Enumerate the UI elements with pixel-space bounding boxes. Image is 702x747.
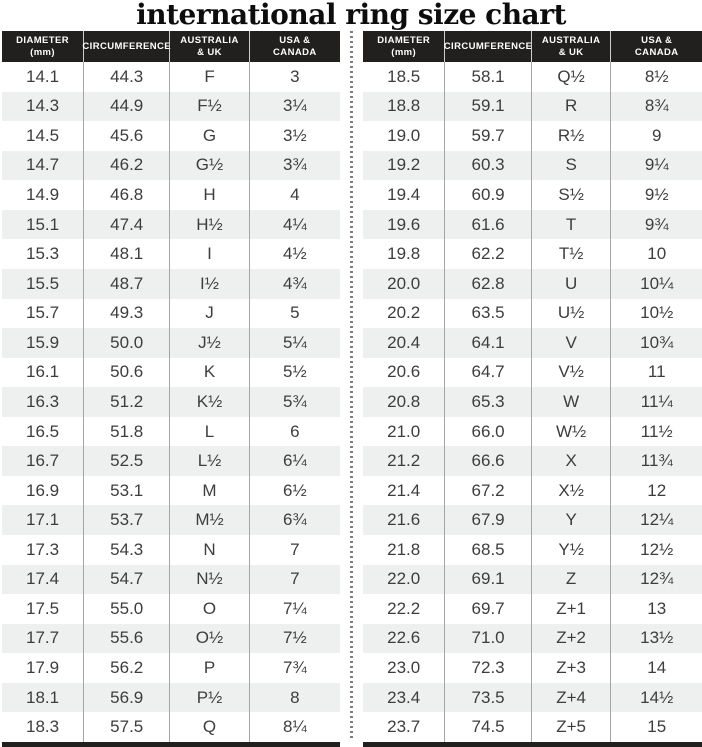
table-row bbox=[2, 328, 340, 358]
table-cell: 20.6 bbox=[387, 362, 421, 382]
table-cell: U½ bbox=[531, 299, 611, 329]
table-cell: 58.1 bbox=[444, 62, 530, 92]
table-cell: K½ bbox=[169, 387, 248, 417]
table-cell: 47.4 bbox=[83, 210, 169, 240]
table-row bbox=[363, 92, 702, 122]
table-cell: 55.6 bbox=[83, 624, 169, 654]
table-cell: 10 bbox=[610, 239, 702, 269]
table-cell: 44.9 bbox=[83, 92, 169, 122]
table-row bbox=[363, 653, 702, 683]
table-cell: 5½ bbox=[249, 358, 340, 388]
table-cell: 7 bbox=[249, 535, 340, 565]
table-cell: 8¾ bbox=[610, 92, 702, 122]
table-cell: 18.1 bbox=[26, 687, 60, 707]
table-cell: 54.7 bbox=[83, 565, 169, 595]
table-row bbox=[363, 151, 702, 181]
table-cell: W bbox=[531, 387, 611, 417]
column-header-diameter-mm: DIAMETER (mm) bbox=[377, 34, 431, 58]
table-row bbox=[2, 121, 340, 151]
table-cell: Z+1 bbox=[531, 594, 611, 624]
table-cell: 11¾ bbox=[610, 446, 702, 476]
table-cell: 11 bbox=[610, 358, 702, 388]
table-cell: 11½ bbox=[610, 417, 702, 447]
table-cell: G½ bbox=[169, 151, 248, 181]
table-cell: 7¾ bbox=[249, 653, 340, 683]
table-row bbox=[363, 180, 702, 210]
table-cell: Z+4 bbox=[531, 683, 611, 713]
table-cell: 67.9 bbox=[444, 505, 530, 535]
table-cell: X½ bbox=[531, 476, 611, 506]
table-cell: 67.2 bbox=[444, 476, 530, 506]
table-cell: 46.2 bbox=[83, 151, 169, 181]
table-cell: 10¾ bbox=[610, 328, 702, 358]
table-cell: 17.3 bbox=[26, 539, 60, 559]
table-row bbox=[363, 446, 702, 476]
table-row bbox=[363, 210, 702, 240]
table-cell: V½ bbox=[531, 358, 611, 388]
table-row bbox=[2, 594, 340, 624]
column-header-circumference: CIRCUMFERENCE bbox=[83, 31, 169, 62]
table-cell: 10¼ bbox=[610, 269, 702, 299]
table-row bbox=[363, 62, 702, 92]
table-cell: 7¼ bbox=[249, 594, 340, 624]
table-body-left bbox=[2, 62, 340, 742]
table-row bbox=[2, 269, 340, 299]
table-cell: 48.1 bbox=[83, 239, 169, 269]
table-row bbox=[363, 535, 702, 565]
table-row bbox=[2, 565, 340, 595]
table-cell: 4¼ bbox=[249, 210, 340, 240]
table-cell: O bbox=[169, 594, 248, 624]
table-divider-gap bbox=[340, 31, 363, 747]
table-cell: 59.1 bbox=[444, 92, 530, 122]
table-cell: Z+3 bbox=[531, 653, 611, 683]
table-cell: 50.0 bbox=[83, 328, 169, 358]
table-cell: R½ bbox=[531, 121, 611, 151]
table-cell: 4¾ bbox=[249, 269, 340, 299]
table-cell: O½ bbox=[169, 624, 248, 654]
table-cell: N bbox=[169, 535, 248, 565]
table-cell: 8¼ bbox=[249, 712, 340, 742]
table-cell: 15.1 bbox=[26, 214, 60, 234]
table-cell: 12½ bbox=[610, 535, 702, 565]
table-row bbox=[363, 328, 702, 358]
table-cell: 49.3 bbox=[83, 299, 169, 329]
table-row bbox=[363, 417, 702, 447]
table-cell: 3¼ bbox=[249, 92, 340, 122]
table-cell: 21.0 bbox=[387, 421, 421, 441]
table-cell: 22.6 bbox=[387, 628, 421, 648]
table-cell: 5¼ bbox=[249, 328, 340, 358]
table-cell: 68.5 bbox=[444, 535, 530, 565]
table-cell: 57.5 bbox=[83, 712, 169, 742]
table-row bbox=[2, 535, 340, 565]
table-cell: 56.9 bbox=[83, 683, 169, 713]
table-cell: Z+5 bbox=[531, 712, 611, 742]
table-cell: 4½ bbox=[249, 239, 340, 269]
column-header-usa-canada: USA & CANADA bbox=[249, 31, 340, 62]
table-cell: 62.2 bbox=[444, 239, 530, 269]
tables-container bbox=[0, 31, 702, 747]
table-row bbox=[2, 62, 340, 92]
table-cell: 15.5 bbox=[26, 273, 60, 293]
table-cell: W½ bbox=[531, 417, 611, 447]
table-cell: 20.8 bbox=[387, 391, 421, 411]
table-cell: 4 bbox=[249, 180, 340, 210]
table-cell: 53.7 bbox=[83, 505, 169, 535]
table-cell: 22.0 bbox=[387, 569, 421, 589]
table-cell: 7½ bbox=[249, 624, 340, 654]
table-cell: Z+2 bbox=[531, 624, 611, 654]
table-cell: 23.0 bbox=[387, 658, 421, 678]
table-row bbox=[2, 151, 340, 181]
table-header-row-right bbox=[363, 31, 702, 62]
table-bottom-bar-left bbox=[2, 742, 340, 747]
table-cell: 12¼ bbox=[610, 505, 702, 535]
table-cell: 15.9 bbox=[26, 332, 60, 352]
table-cell: 66.0 bbox=[444, 417, 530, 447]
table-cell: T bbox=[531, 210, 611, 240]
table-cell: 3¾ bbox=[249, 151, 340, 181]
table-cell: S bbox=[531, 151, 611, 181]
table-cell: 10½ bbox=[610, 299, 702, 329]
table-cell: X bbox=[531, 446, 611, 476]
table-cell: 60.3 bbox=[444, 151, 530, 181]
table-cell: 56.2 bbox=[83, 653, 169, 683]
table-row bbox=[363, 239, 702, 269]
table-cell: 72.3 bbox=[444, 653, 530, 683]
table-row bbox=[363, 683, 702, 713]
table-cell: I½ bbox=[169, 269, 248, 299]
table-cell: 69.7 bbox=[444, 594, 530, 624]
table-cell: 14.9 bbox=[26, 185, 60, 205]
table-cell: 74.5 bbox=[444, 712, 530, 742]
table-cell: 18.5 bbox=[387, 66, 421, 86]
table-cell: 44.3 bbox=[83, 62, 169, 92]
table-cell: 65.3 bbox=[444, 387, 530, 417]
table-row bbox=[2, 92, 340, 122]
table-cell: 14.5 bbox=[26, 125, 60, 145]
table-cell: 21.6 bbox=[387, 510, 421, 530]
table-row bbox=[363, 358, 702, 388]
ring-size-table-left bbox=[2, 31, 340, 747]
table-body-right bbox=[363, 62, 702, 742]
table-cell: I bbox=[169, 239, 248, 269]
table-cell: H bbox=[169, 180, 248, 210]
table-cell: G bbox=[169, 121, 248, 151]
table-cell: 23.7 bbox=[387, 717, 421, 737]
table-cell: 64.1 bbox=[444, 328, 530, 358]
table-cell: 7 bbox=[249, 565, 340, 595]
table-row bbox=[2, 210, 340, 240]
table-cell: L½ bbox=[169, 446, 248, 476]
table-cell: 71.0 bbox=[444, 624, 530, 654]
table-cell: 60.9 bbox=[444, 180, 530, 210]
table-cell: 6½ bbox=[249, 476, 340, 506]
table-cell: 22.2 bbox=[387, 598, 421, 618]
column-header-australia-uk: AUSTRALIA & UK bbox=[169, 31, 248, 62]
table-cell: 19.4 bbox=[387, 185, 421, 205]
table-cell: 8½ bbox=[610, 62, 702, 92]
table-cell: 16.9 bbox=[26, 480, 60, 500]
table-cell: 64.7 bbox=[444, 358, 530, 388]
table-cell: 19.6 bbox=[387, 214, 421, 234]
table-cell: J½ bbox=[169, 328, 248, 358]
table-cell: 46.8 bbox=[83, 180, 169, 210]
table-row bbox=[363, 269, 702, 299]
table-cell: 5 bbox=[249, 299, 340, 329]
table-cell: 51.2 bbox=[83, 387, 169, 417]
table-row bbox=[2, 446, 340, 476]
table-cell: 63.5 bbox=[444, 299, 530, 329]
table-cell: 20.2 bbox=[387, 303, 421, 323]
table-cell: 17.1 bbox=[26, 510, 60, 530]
table-cell: 14 bbox=[610, 653, 702, 683]
table-cell: M½ bbox=[169, 505, 248, 535]
table-cell: 48.7 bbox=[83, 269, 169, 299]
table-row bbox=[2, 505, 340, 535]
table-row bbox=[2, 624, 340, 654]
ring-size-table-right bbox=[363, 31, 702, 747]
table-cell: 16.3 bbox=[26, 391, 60, 411]
table-row bbox=[2, 387, 340, 417]
column-header-circumference: CIRCUMFERENCE bbox=[444, 31, 530, 62]
table-row bbox=[2, 683, 340, 713]
table-cell: 13 bbox=[610, 594, 702, 624]
table-cell: 6¼ bbox=[249, 446, 340, 476]
table-cell: 23.4 bbox=[387, 687, 421, 707]
table-row bbox=[2, 239, 340, 269]
table-cell: 53.1 bbox=[83, 476, 169, 506]
table-cell: 9¾ bbox=[610, 210, 702, 240]
table-cell: 15.3 bbox=[26, 244, 60, 264]
column-header-usa-canada: USA & CANADA bbox=[610, 31, 702, 62]
table-cell: 52.5 bbox=[83, 446, 169, 476]
table-cell: F bbox=[169, 62, 248, 92]
table-cell: 8 bbox=[249, 683, 340, 713]
table-cell: 21.2 bbox=[387, 451, 421, 471]
column-header-australia-uk: AUSTRALIA & UK bbox=[531, 31, 611, 62]
table-cell: 12 bbox=[610, 476, 702, 506]
table-cell: 62.8 bbox=[444, 269, 530, 299]
table-row bbox=[363, 121, 702, 151]
table-cell: 18.8 bbox=[387, 96, 421, 116]
table-cell: 14.7 bbox=[26, 155, 60, 175]
table-cell: P½ bbox=[169, 683, 248, 713]
table-cell: 69.1 bbox=[444, 565, 530, 595]
table-cell: 14.3 bbox=[26, 96, 60, 116]
table-cell: 17.4 bbox=[26, 569, 60, 589]
table-cell: 17.7 bbox=[26, 628, 60, 648]
table-cell: 9¼ bbox=[610, 151, 702, 181]
table-cell: Q bbox=[169, 712, 248, 742]
table-cell: 19.0 bbox=[387, 125, 421, 145]
table-cell: F½ bbox=[169, 92, 248, 122]
table-row bbox=[363, 624, 702, 654]
table-cell: 21.4 bbox=[387, 480, 421, 500]
table-cell: 14.1 bbox=[26, 66, 60, 86]
table-cell: N½ bbox=[169, 565, 248, 595]
table-cell: 13½ bbox=[610, 624, 702, 654]
table-cell: Q½ bbox=[531, 62, 611, 92]
table-cell: 17.5 bbox=[26, 598, 60, 618]
table-cell: V bbox=[531, 328, 611, 358]
table-cell: 14½ bbox=[610, 683, 702, 713]
table-cell: 55.0 bbox=[83, 594, 169, 624]
table-cell: 50.6 bbox=[83, 358, 169, 388]
table-cell: 20.0 bbox=[387, 273, 421, 293]
table-cell: 61.6 bbox=[444, 210, 530, 240]
table-cell: 12¾ bbox=[610, 565, 702, 595]
table-cell: 15 bbox=[610, 712, 702, 742]
table-cell: M bbox=[169, 476, 248, 506]
table-cell: 16.1 bbox=[26, 362, 60, 382]
table-row bbox=[363, 594, 702, 624]
table-cell: S½ bbox=[531, 180, 611, 210]
table-cell: 11¼ bbox=[610, 387, 702, 417]
table-cell: K bbox=[169, 358, 248, 388]
table-row bbox=[363, 505, 702, 535]
table-cell: 54.3 bbox=[83, 535, 169, 565]
table-cell: 3½ bbox=[249, 121, 340, 151]
table-cell: 19.8 bbox=[387, 244, 421, 264]
table-cell: P bbox=[169, 653, 248, 683]
table-row bbox=[363, 565, 702, 595]
table-cell: 6¾ bbox=[249, 505, 340, 535]
table-cell: Y bbox=[531, 505, 611, 535]
table-cell: 16.7 bbox=[26, 451, 60, 471]
table-cell: 17.9 bbox=[26, 658, 60, 678]
column-header-diameter-mm: DIAMETER (mm) bbox=[16, 34, 69, 58]
table-cell: 20.4 bbox=[387, 332, 421, 352]
table-cell: J bbox=[169, 299, 248, 329]
table-row bbox=[2, 417, 340, 447]
table-cell: 16.5 bbox=[26, 421, 60, 441]
table-cell: 21.8 bbox=[387, 539, 421, 559]
page-title: international ring size chart bbox=[136, 0, 566, 31]
table-row bbox=[363, 387, 702, 417]
table-cell: 9 bbox=[610, 121, 702, 151]
table-cell: T½ bbox=[531, 239, 611, 269]
table-header-row-left bbox=[2, 31, 340, 62]
table-row bbox=[363, 299, 702, 329]
dotted-divider-line bbox=[350, 31, 353, 741]
table-cell: 45.6 bbox=[83, 121, 169, 151]
table-cell: 9½ bbox=[610, 180, 702, 210]
table-bottom-bar-right bbox=[363, 742, 702, 747]
table-cell: 73.5 bbox=[444, 683, 530, 713]
table-cell: 6 bbox=[249, 417, 340, 447]
table-cell: 5¾ bbox=[249, 387, 340, 417]
table-row bbox=[2, 358, 340, 388]
table-row bbox=[2, 299, 340, 329]
table-cell: U bbox=[531, 269, 611, 299]
table-cell: 51.8 bbox=[83, 417, 169, 447]
table-cell: 18.3 bbox=[26, 717, 60, 737]
table-cell: Z bbox=[531, 565, 611, 595]
table-row bbox=[363, 476, 702, 506]
table-cell: L bbox=[169, 417, 248, 447]
table-cell: 3 bbox=[249, 62, 340, 92]
table-cell: 19.2 bbox=[387, 155, 421, 175]
table-row bbox=[2, 180, 340, 210]
table-row bbox=[2, 476, 340, 506]
table-cell: H½ bbox=[169, 210, 248, 240]
table-row bbox=[2, 712, 340, 742]
table-cell: 59.7 bbox=[444, 121, 530, 151]
table-row bbox=[2, 653, 340, 683]
table-cell: Y½ bbox=[531, 535, 611, 565]
table-cell: R bbox=[531, 92, 611, 122]
table-row bbox=[363, 712, 702, 742]
table-cell: 15.7 bbox=[26, 303, 60, 323]
table-cell: 66.6 bbox=[444, 446, 530, 476]
